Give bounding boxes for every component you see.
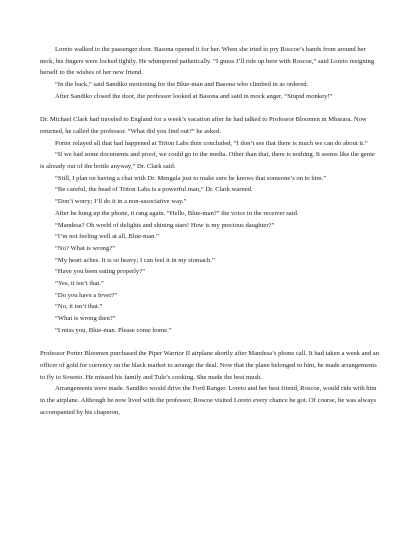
- section-break: [40, 337, 380, 349]
- paragraph: After Sandiko closed the door, the professor looked at Basona and said in mock anger, “Stupid monkey!”: [55, 92, 333, 100]
- paragraph: “I miss you, Blue-man. Please come home.”: [55, 326, 172, 334]
- paragraph: “Do you have a fever?”: [55, 291, 118, 299]
- paragraph: “Mandesa? Oh world of delights and shining stars! How is my precious daughter?”: [55, 221, 275, 229]
- paragraph: Professor Porter Bloomen purchased the Piper Warrior II airplane shortly after Mandesa’s phone call. It had taken a week and an officer of gold for currency on the black market to arrange the deal. Now that the plane belonged to him, he made arrangements to fly to Soweto. He missed his family and Tule’s cooking. She made the best mush.: [40, 350, 379, 381]
- paragraph: “No, it isn’t that.”: [55, 303, 103, 311]
- paragraph: “If we had some documents and proof, we could go to the media. Other than that, there is nothing. It seems like the genie is already out of the bottle anyway,” Dr. Clark said.: [40, 151, 375, 171]
- paragraph: After he hung up the phone, it rang again. “Hello, Blue-man?” the voice in the receiver said.: [55, 209, 299, 217]
- paragraph: “Have you been eating properly?”: [55, 268, 146, 276]
- section-break: [40, 103, 380, 115]
- paragraph: Loreto walked to the passenger door. Basona opened it for her. When she tried to pry Roscoe’s hands from around her neck, his fingers were locked tightly. He whimpered pathetically. “I guess I’ll ride up here with Roscoe,” said Loreto resigning herself to the wishes of her new friend.: [40, 46, 375, 77]
- paragraph: “Don’t worry; I’ll do it in a non-associative way.”: [55, 198, 187, 206]
- paragraph: Arrangements were made. Sandiko would drive the Ford Ranger. Loreto and her best friend, Roscoe, would ride with him in the airplane. Although he now lived with the professor, Roscoe visited Loreto every chance he got. Of course, he was always accompanied by his chaperon,: [40, 385, 377, 416]
- paragraph: “My heart aches. It is so heavy; I can feel it in my stomach.”: [55, 256, 215, 264]
- paragraph: Dr. Michael Clark had traveled to England for a week’s vacation after he had talked to Professor Bloomen in Mbarara. Now returned, he called the professor. “What did you find out?” he asked.: [40, 116, 367, 135]
- paragraph: “Still, I plan on having a chat with Dr. Mengala just to make sure he knows that someone’s on to him.”: [55, 174, 327, 182]
- paragraph: “In the back,” said Sandiko motioning for the Blue-man and Basona who climbed in as ordered.: [55, 81, 309, 89]
- paragraph: “Yes, it isn’t that.”: [55, 280, 104, 288]
- paragraph: “No? What is wrong?”: [55, 244, 116, 252]
- paragraph: “What is wrong then?”: [55, 315, 116, 323]
- paragraph: “Be careful, the head of Triton Labs is a powerful man,” Dr. Clark warned.: [55, 186, 253, 194]
- body-text: [40, 44, 380, 418]
- paragraph: “I’m not feeling well at all, Blue-man.”: [55, 233, 159, 241]
- paragraph: Porter relayed all that had happened at Triton Labs then concluded, “I don’t see that there is much we can do about it.”: [55, 139, 368, 147]
